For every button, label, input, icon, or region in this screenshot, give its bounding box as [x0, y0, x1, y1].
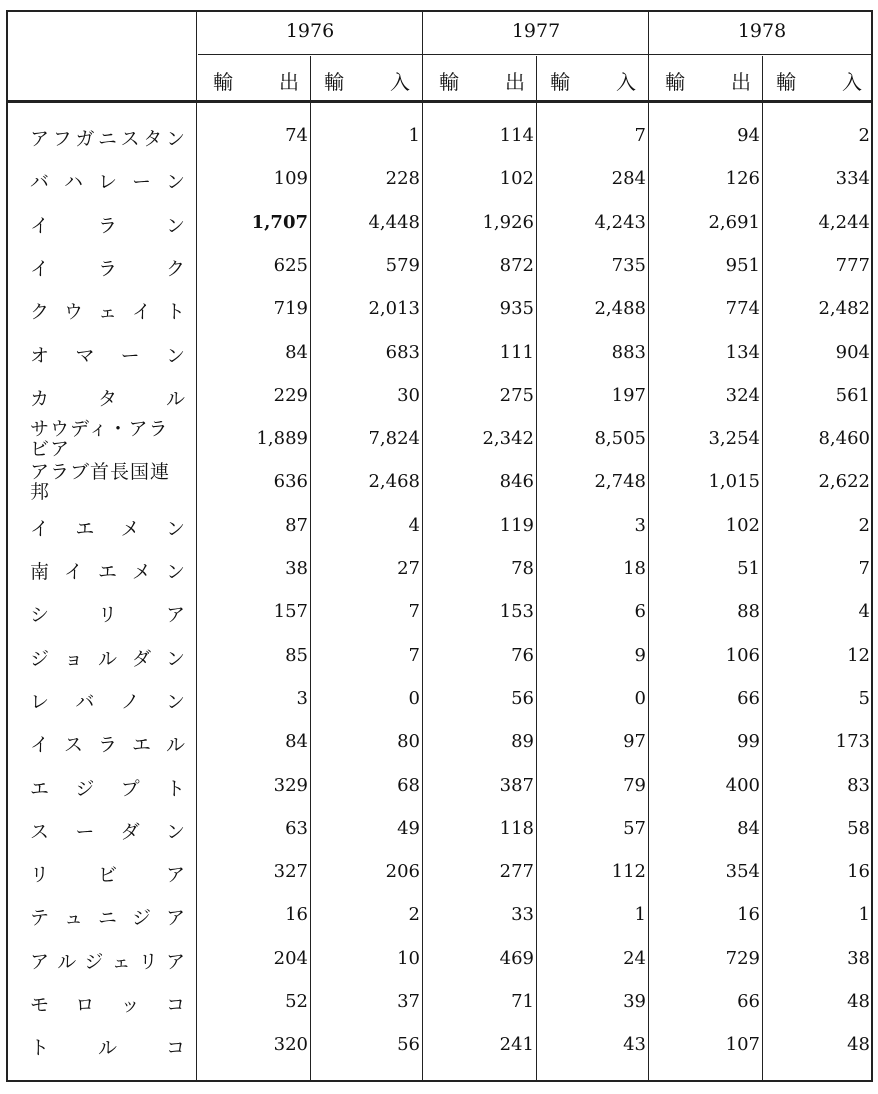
table-cell: 735	[611, 254, 646, 276]
table-cell: 729	[725, 947, 760, 969]
table-cell: 49	[397, 817, 420, 839]
country-label: ア ル ジ ェ リ ア	[30, 950, 185, 973]
table-cell: 79	[623, 774, 646, 796]
table-cell: 951	[725, 254, 760, 276]
table-cell: 636	[273, 471, 308, 493]
country-label: イ ラ ン	[30, 214, 185, 237]
table-cell: 469	[499, 947, 534, 969]
right-border	[871, 10, 873, 1082]
table-cell: 27	[397, 558, 420, 579]
subhead-export-b: 出	[505, 70, 525, 94]
table-cell: 2,622	[818, 471, 870, 493]
table-cell: 935	[499, 298, 534, 320]
table-cell: 48	[847, 1034, 870, 1056]
table-cell: 2,013	[368, 298, 420, 320]
table-cell: 157	[273, 601, 308, 623]
year-underline	[198, 54, 872, 55]
table-cell: 102	[725, 514, 760, 536]
country-label: バ ハ レ ー ン	[30, 171, 185, 194]
table-cell: 134	[725, 341, 760, 363]
table-cell: 275	[499, 384, 534, 406]
country-label: ク ウ ェ イ ト	[30, 301, 185, 324]
table-cell: 1,707	[251, 211, 308, 233]
country-label: シ リ ア	[30, 604, 185, 627]
table-cell: 2,468	[368, 471, 420, 493]
table-cell: 1,926	[482, 211, 534, 233]
table-cell: 206	[385, 861, 420, 883]
table-cell: 111	[499, 341, 534, 363]
subhead-export-b: 出	[279, 70, 299, 94]
table-cell: 78	[511, 558, 534, 579]
subhead-export-a: 輸	[665, 70, 685, 94]
country-label: テ ュ ニ ジ ア	[30, 907, 185, 930]
table-cell: 84	[285, 341, 308, 363]
table-cell: 320	[273, 1034, 308, 1056]
table-cell: 7	[408, 601, 420, 623]
country-label: ト ル コ	[30, 1037, 185, 1060]
table-cell: 38	[847, 947, 870, 969]
table-cell: 1	[634, 904, 646, 926]
table-cell: 241	[499, 1034, 534, 1056]
table-cell: 8,460	[818, 428, 870, 450]
subhead-import-a: 輸	[550, 70, 570, 94]
subdivider-1977	[536, 56, 537, 1080]
table-cell: 16	[737, 904, 760, 926]
table-cell: 4,244	[818, 211, 870, 233]
table-cell: 2	[858, 125, 870, 146]
table-cell: 39	[623, 991, 646, 1012]
table-cell: 719	[273, 298, 308, 320]
subhead-export-a: 輸	[439, 70, 459, 94]
table-cell: 68	[397, 774, 420, 796]
subhead-import-b: 入	[842, 70, 862, 94]
table-cell: 66	[737, 991, 760, 1012]
subhead-export-a: 輸	[213, 70, 233, 94]
table-cell: 16	[285, 904, 308, 926]
table-cell: 33	[511, 904, 534, 926]
table-cell: 2,488	[594, 298, 646, 320]
table-cell: 7,824	[368, 428, 420, 450]
country-label: リ ビ ア	[30, 864, 185, 887]
subhead-import-b: 入	[616, 70, 636, 94]
table-cell: 846	[499, 471, 534, 493]
table-cell: 7	[634, 125, 646, 146]
year-header-1977: 1977	[511, 20, 561, 42]
table-cell: 84	[737, 817, 760, 839]
subdivider-1976	[310, 56, 311, 1080]
table-cell: 43	[623, 1034, 646, 1056]
country-label: イ エ メ ン	[30, 517, 185, 540]
table-cell: 87	[285, 514, 308, 536]
table-cell: 3	[634, 514, 646, 536]
table-cell: 3,254	[708, 428, 760, 450]
table-cell: 4,243	[594, 211, 646, 233]
table-cell: 10	[397, 947, 420, 969]
country-label: ジ ョ ル ダ ン	[30, 647, 185, 670]
table-cell: 7	[858, 558, 870, 579]
table-cell: 66	[737, 687, 760, 709]
country-label: イ ス ラ エ ル	[30, 734, 185, 757]
table-cell: 387	[499, 774, 534, 796]
table-cell: 7	[408, 644, 420, 666]
divider-1976-1977	[422, 10, 423, 1082]
table-cell: 56	[397, 1034, 420, 1056]
table-cell: 324	[725, 384, 760, 406]
table-cell: 327	[273, 861, 308, 883]
table-cell: 2	[858, 514, 870, 536]
table-cell: 683	[385, 341, 420, 363]
table-cell: 8,505	[594, 428, 646, 450]
table-cell: 58	[847, 817, 870, 839]
table-cell: 9	[634, 644, 646, 666]
table-cell: 118	[499, 817, 534, 839]
table-cell: 74	[285, 125, 308, 146]
table-cell: 277	[499, 861, 534, 883]
table-cell: 63	[285, 817, 308, 839]
table-cell: 197	[611, 384, 646, 406]
table-cell: 88	[737, 601, 760, 623]
table-cell: 107	[725, 1034, 760, 1056]
table-cell: 904	[835, 341, 870, 363]
subdivider-1978	[762, 56, 763, 1080]
table-cell: 114	[499, 125, 534, 146]
table-cell: 228	[385, 168, 420, 190]
table-cell: 112	[611, 861, 646, 883]
country-label: モ ロ ッ コ	[30, 994, 185, 1016]
table-cell: 83	[847, 774, 870, 796]
table-cell: 57	[623, 817, 646, 839]
table-cell: 84	[285, 731, 308, 753]
table-cell: 229	[273, 384, 308, 406]
year-header-1976: 1976	[285, 20, 335, 42]
table-cell: 4	[408, 514, 420, 536]
table-cell: 51	[737, 558, 760, 579]
table-cell: 173	[835, 731, 870, 753]
label-divider	[196, 10, 197, 1082]
table-cell: 2,748	[594, 471, 646, 493]
country-label: オ マ ー ン	[30, 344, 185, 367]
bottom-border	[6, 1080, 872, 1082]
table-cell: 329	[273, 774, 308, 796]
table-cell: 4	[858, 601, 870, 623]
table-cell: 99	[737, 731, 760, 753]
table-cell: 106	[725, 644, 760, 666]
table-cell: 38	[285, 558, 308, 579]
table-cell: 2	[408, 904, 420, 926]
table-cell: 334	[835, 168, 870, 190]
table-cell: 579	[385, 254, 420, 276]
subhead-import-a: 輸	[776, 70, 796, 94]
country-label: サウディ・アラビア	[30, 418, 169, 461]
left-border	[6, 10, 8, 1082]
table-cell: 777	[835, 254, 870, 276]
table-cell: 18	[623, 558, 646, 579]
table-cell: 76	[511, 644, 534, 666]
table-cell: 2,342	[482, 428, 534, 450]
table-cell: 0	[408, 687, 420, 709]
table-cell: 56	[511, 687, 534, 709]
country-label: カ タ ル	[30, 387, 185, 410]
table-cell: 94	[737, 125, 760, 146]
table-cell: 774	[725, 298, 760, 320]
subhead-import-b: 入	[390, 70, 410, 94]
table-cell: 102	[499, 168, 534, 190]
table-cell: 561	[835, 384, 870, 406]
table-cell: 883	[611, 341, 646, 363]
table-cell: 1	[408, 125, 420, 146]
table-cell: 1	[858, 904, 870, 926]
table-cell: 89	[511, 731, 534, 753]
table-cell: 0	[634, 687, 646, 709]
country-label: イ ラ ク	[30, 257, 185, 280]
table-cell: 97	[623, 731, 646, 753]
header-bottom-rule	[6, 100, 872, 103]
table-cell: 872	[499, 254, 534, 276]
table-cell: 5	[858, 687, 870, 709]
table-cell: 109	[273, 168, 308, 190]
table-cell: 400	[725, 774, 760, 796]
table-cell: 80	[397, 731, 420, 753]
table-cell: 1,015	[708, 471, 760, 493]
table-cell: 85	[285, 644, 308, 666]
table-cell: 48	[847, 991, 870, 1012]
table-cell: 30	[397, 384, 420, 406]
divider-1977-1978	[648, 10, 649, 1082]
country-label: 南 イ エ メ ン	[30, 561, 185, 583]
table-cell: 3	[296, 687, 308, 709]
table-cell: 37	[397, 991, 420, 1012]
country-label: ス ー ダ ン	[30, 820, 185, 843]
table-cell: 204	[273, 947, 308, 969]
table-cell: 354	[725, 861, 760, 883]
table-cell: 4,448	[368, 211, 420, 233]
table-cell: 625	[273, 254, 308, 276]
year-header-1978: 1978	[737, 20, 787, 42]
table-cell: 24	[623, 947, 646, 969]
table-cell: 12	[847, 644, 870, 666]
table-cell: 153	[499, 601, 534, 623]
table-cell: 2,691	[708, 211, 760, 233]
country-label: アラブ首長国連邦	[30, 461, 171, 504]
country-label: エ ジ プ ト	[30, 777, 185, 800]
top-border	[6, 10, 872, 12]
country-label: ア フ ガ ニ ス タ ン	[30, 128, 185, 150]
table-cell: 1,889	[256, 428, 308, 450]
table-cell: 2,482	[818, 298, 870, 320]
table-cell: 126	[725, 168, 760, 190]
table-cell: 284	[611, 168, 646, 190]
country-label: レ バ ノ ン	[30, 690, 185, 713]
table-cell: 71	[511, 991, 534, 1012]
subhead-export-b: 出	[731, 70, 751, 94]
table-cell: 6	[634, 601, 646, 623]
subhead-import-a: 輸	[324, 70, 344, 94]
table-cell: 52	[285, 991, 308, 1012]
table-cell: 16	[847, 861, 870, 883]
table-cell: 119	[499, 514, 534, 536]
